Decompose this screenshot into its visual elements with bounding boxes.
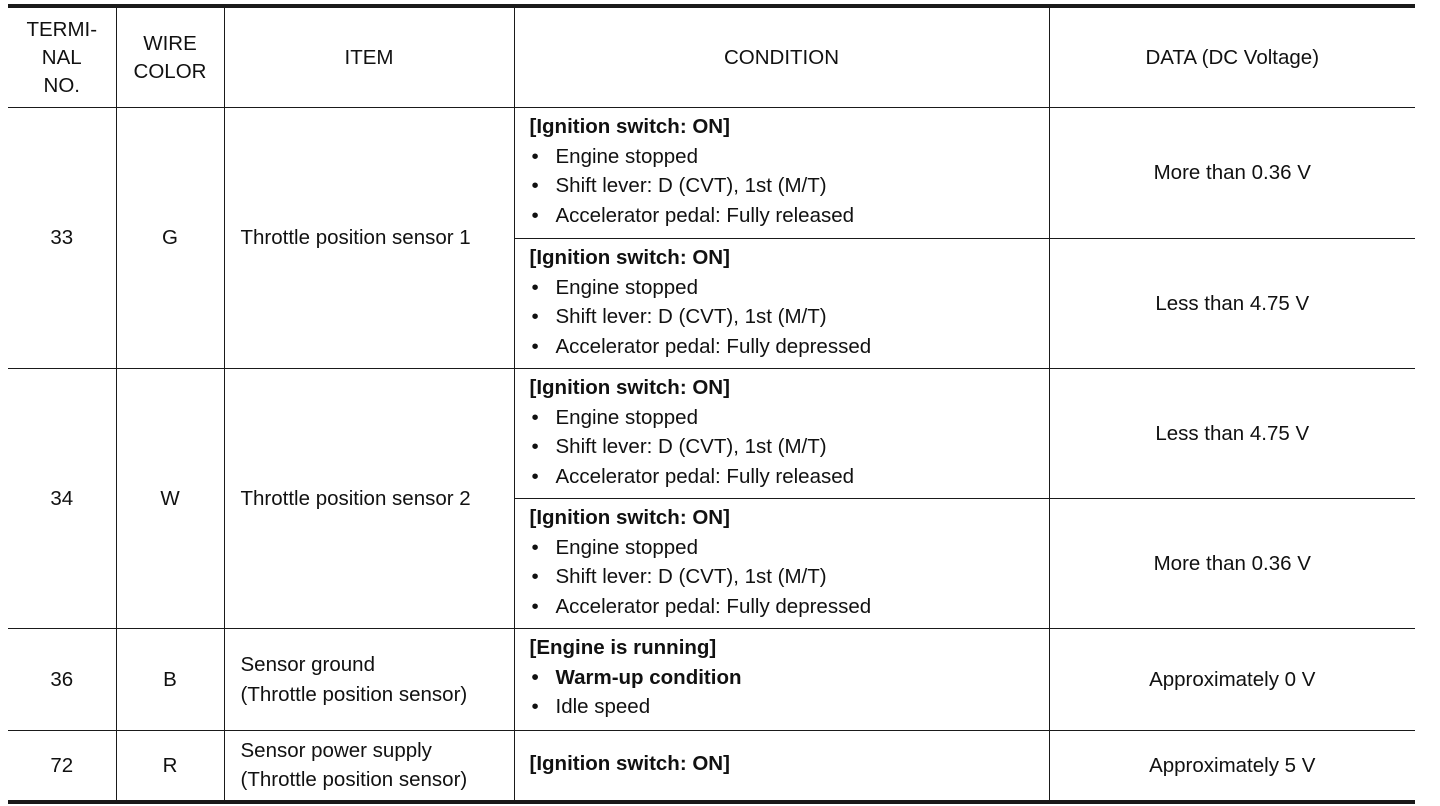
condition-bullet: • Engine stopped xyxy=(531,535,698,559)
header-terminal-line: NO. xyxy=(43,73,80,97)
condition-cell xyxy=(514,239,1049,369)
table-row xyxy=(8,629,1415,731)
condition-heading: [Ignition switch: ON] xyxy=(529,506,730,529)
condition-heading: [Engine is running] xyxy=(529,636,717,659)
condition-heading: [Ignition switch: ON] xyxy=(529,115,730,138)
header-row xyxy=(8,6,1415,108)
condition-bullet: • Shift lever: D (CVT), 1st (M/T) xyxy=(531,565,827,588)
terminal-data-table xyxy=(8,4,1415,804)
condition-bullet: • Accelerator pedal: Fully depressed xyxy=(531,334,872,358)
data-cell: Less than 4.75 V xyxy=(1049,369,1415,499)
header-terminal-no xyxy=(8,6,116,108)
condition-bullet: • Engine stopped xyxy=(531,144,698,168)
condition-cell xyxy=(514,731,1049,802)
condition-cell xyxy=(514,108,1049,239)
header-condition: CONDITION xyxy=(514,6,1049,108)
header-terminal-line: NAL xyxy=(41,45,82,69)
item-cell: Throttle position sensor 1 xyxy=(224,108,514,369)
condition-bullet: • Shift lever: D (CVT), 1st (M/T) xyxy=(531,435,827,458)
condition-bullet: • Warm-up condition xyxy=(531,665,742,689)
condition-bullet: • Shift lever: D (CVT), 1st (M/T) xyxy=(531,305,827,328)
item-cell xyxy=(224,629,514,731)
item-line: (Throttle position sensor) xyxy=(240,682,468,706)
table-row xyxy=(8,108,1415,239)
wire-color-cell: B xyxy=(116,629,224,731)
terminal-no-cell: 72 xyxy=(8,731,116,802)
item-line: Sensor power supply xyxy=(240,738,432,762)
condition-bullet: • Engine stopped xyxy=(531,275,698,299)
item-cell xyxy=(224,731,514,802)
data-cell: Approximately 0 V xyxy=(1049,629,1415,731)
terminal-no-cell: 36 xyxy=(8,629,116,731)
data-cell: Approximately 5 V xyxy=(1049,731,1415,802)
item-line: Sensor ground xyxy=(240,653,375,676)
condition-bullet: • Accelerator pedal: Fully depressed xyxy=(531,594,872,618)
header-wire-line: WIRE xyxy=(143,31,197,55)
terminal-no-cell: 34 xyxy=(8,369,116,629)
condition-bullet: • Accelerator pedal: Fully released xyxy=(531,464,855,488)
header-data: DATA (DC Voltage) xyxy=(1049,6,1415,108)
condition-heading: [Ignition switch: ON] xyxy=(529,246,730,269)
header-wire-line: COLOR xyxy=(133,59,207,83)
table-row xyxy=(8,731,1415,802)
condition-bullet: • Accelerator pedal: Fully released xyxy=(531,203,855,227)
condition-cell xyxy=(514,369,1049,499)
wire-color-cell: G xyxy=(116,108,224,369)
header-item: ITEM xyxy=(224,6,514,108)
condition-cell xyxy=(514,499,1049,629)
condition-heading: [Ignition switch: ON] xyxy=(529,376,730,399)
data-cell: More than 0.36 V xyxy=(1049,499,1415,629)
condition-bullet: • Shift lever: D (CVT), 1st (M/T) xyxy=(531,174,827,197)
wire-color-cell: W xyxy=(116,369,224,629)
condition-cell xyxy=(514,629,1049,731)
header-wire-color xyxy=(116,6,224,108)
data-cell: Less than 4.75 V xyxy=(1049,239,1415,369)
table-row xyxy=(8,369,1415,499)
condition-bullet: • Idle speed xyxy=(531,695,651,718)
data-cell: More than 0.36 V xyxy=(1049,108,1415,239)
item-cell: Throttle position sensor 2 xyxy=(224,369,514,629)
item-line: (Throttle position sensor) xyxy=(240,768,468,792)
terminal-no-cell: 33 xyxy=(8,108,116,369)
wire-color-cell: R xyxy=(116,731,224,802)
header-terminal-line: TERMI- xyxy=(26,17,98,41)
condition-heading: [Ignition switch: ON] xyxy=(529,751,730,775)
condition-bullet: • Engine stopped xyxy=(531,405,698,429)
